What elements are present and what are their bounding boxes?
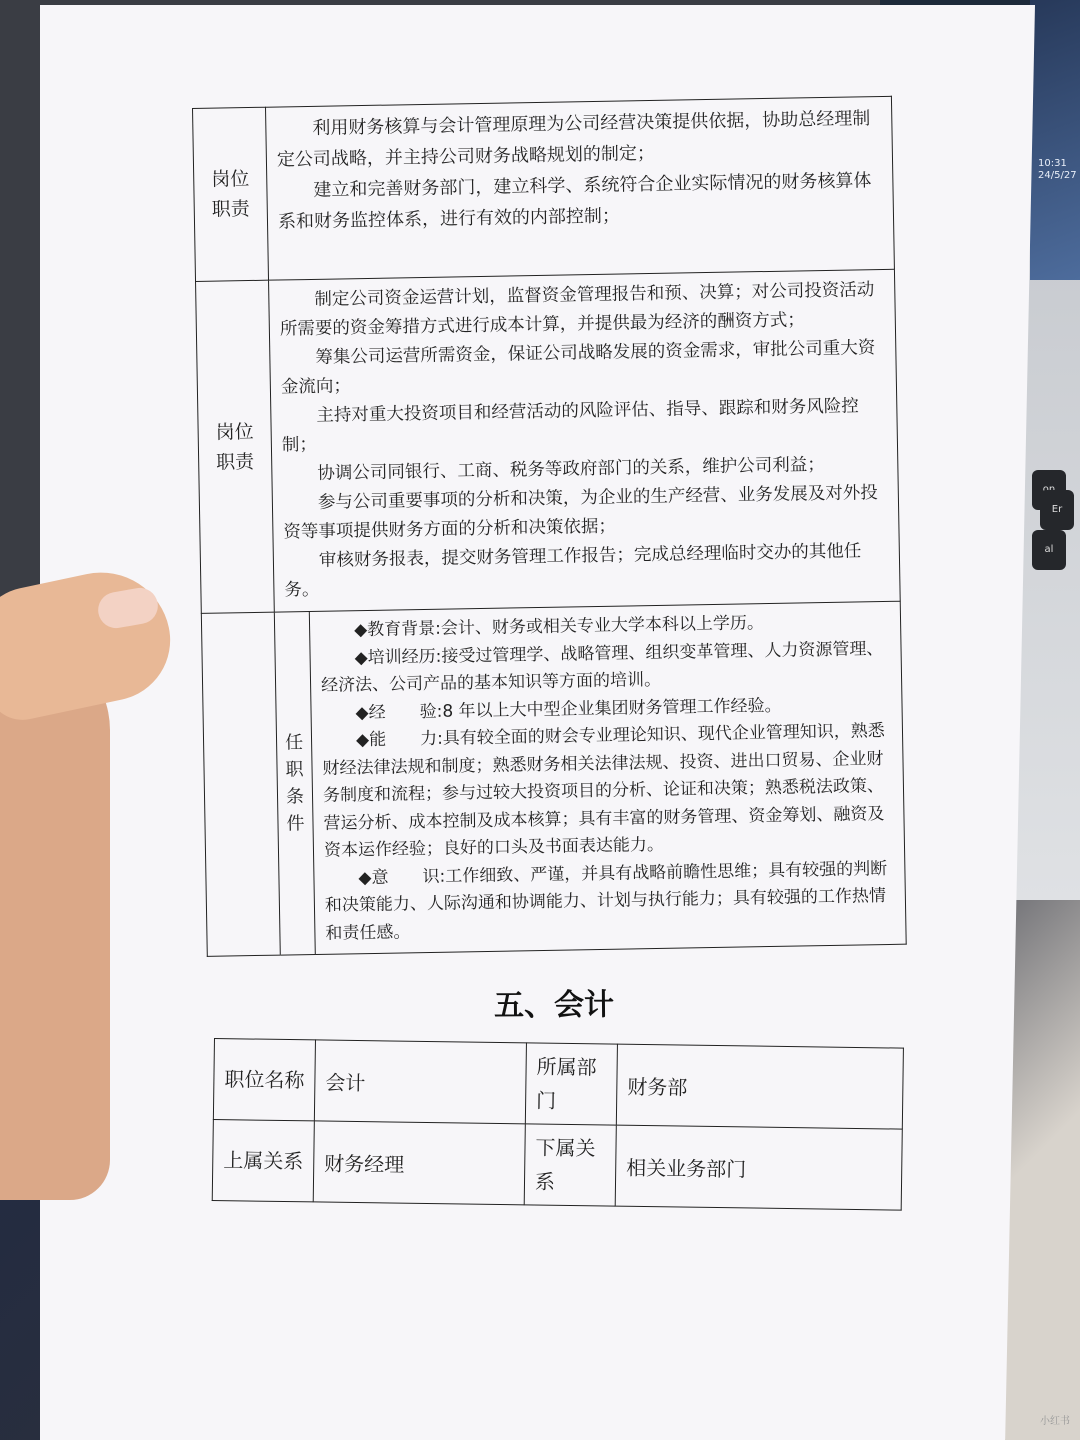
duties-row-1 [193,96,895,281]
label-line: 职责 [211,198,250,221]
position-name-label: 职位名称 [213,1039,315,1121]
requirement-item: ◆培训经历:接受过管理学、战略管理、组织变革管理、人力资源管理、经济法、公司产品的基本知识等方面的培训。 [320,638,884,696]
taskbar-clock [1038,158,1077,182]
label-char: 任 [284,732,304,754]
section-title: 五、会计 [493,987,615,1024]
label-line: 岗位 [211,168,250,191]
duties-text [265,96,894,280]
keyboard-key: Er [1040,490,1074,530]
duty-paragraph: 参与公司重要事项的分析和决策，为企业的生产经营、业务发展及对外投资等事项提供财务方面的分析和决策依据； [283,483,878,543]
duty-paragraph: 审核财务报表，提交财务管理工作报告；完成总经理临时交办的其他任务。 [284,541,862,601]
superior-value: 财务经理 [313,1121,525,1205]
subordinate-value: 相关业务部门 [615,1125,902,1210]
requirement-item: ◆能 力:具有较全面的财会专业理论知识、现代企业管理知识，熟悉财经法律法规和制度；熟悉财务相关法律法规、投资、进出口贸易、企业财务制度和流程；参与过较大投资项目的分析、论证和决策；熟悉税法政策、营运分析、成本控制及成本核算；具有丰富的财务管理、资金筹划、融资及资本运作经验；良好的口头及书面表达能力。 [322,721,885,861]
label-char: 件 [286,813,305,835]
label-line: 岗位 [215,420,254,444]
accountant-info-table [212,1038,904,1211]
department-label: 所属部门 [525,1043,617,1125]
requirement-item: ◆意 识:工作细致、严谨，并具有战略前瞻性思维；具有较强的判断和决策能力、人际沟通和协调能力、计划与执行能力；具有较强的工作热情和责任感。 [324,858,888,944]
duty-paragraph: 建立和完善财务部门，建立科学、系统符合企业实际情况的财务核算体系和财务监控体系，进行有效的内部控制； [277,170,872,233]
department-value: 财务部 [616,1044,903,1129]
duties-label [193,107,269,281]
laptop-screen [1030,0,1080,280]
requirement-item: ◆教育背景:会计、财务或相关专业大学本科以上学历。 [353,613,765,641]
label-line: 职责 [215,450,255,474]
duty-paragraph: 协调公司同银行、工商、税务等政府部门的关系，维护公司利益； [317,455,826,484]
label-char: 条 [285,786,305,808]
clock-time: 10:31 [1038,158,1067,169]
duties-label [196,280,275,613]
duty-paragraph: 制定公司资金运营计划，监督资金管理报告和预、决算；对公司投资活动所需要的资金筹措方式进行成本计算，并提供最为经济的酬资方式； [279,280,875,340]
job-duties-table [192,96,907,957]
requirements-row [201,601,906,956]
clock-date: 24/5/27 [1038,170,1077,181]
info-row [212,1119,902,1210]
hand-palm [0,640,110,1200]
duty-paragraph: 筹集公司运营所需资金，保证公司战略发展的资金需求，审批公司重大资金流向； [280,338,876,398]
requirement-item: ◆经 验:8 年以上大中型企业集团财务管理工作经验。 [355,695,782,723]
requirements-text [309,601,906,954]
watermark: 小红书 [1040,1416,1070,1427]
duty-paragraph: 主持对重大投资项目和经营活动的风险评估、指导、跟踪和财务风险控制； [281,396,859,456]
label-char: 职 [285,759,304,781]
position-name-value: 会计 [314,1040,526,1124]
keyboard-key: al [1032,530,1066,570]
duty-paragraph: 利用财务核算与会计管理原理为公司经营决策提供依据，协助总经理制定公司战略，并主持公司财务战略规划的制定； [276,108,871,171]
superior-label: 上属关系 [212,1119,314,1201]
duties-row-2 [196,269,901,613]
spacer-cell [201,612,280,956]
requirements-label [274,612,315,956]
subordinate-label: 下属关系 [524,1124,616,1206]
info-row [213,1039,903,1130]
duties-text [269,269,901,612]
